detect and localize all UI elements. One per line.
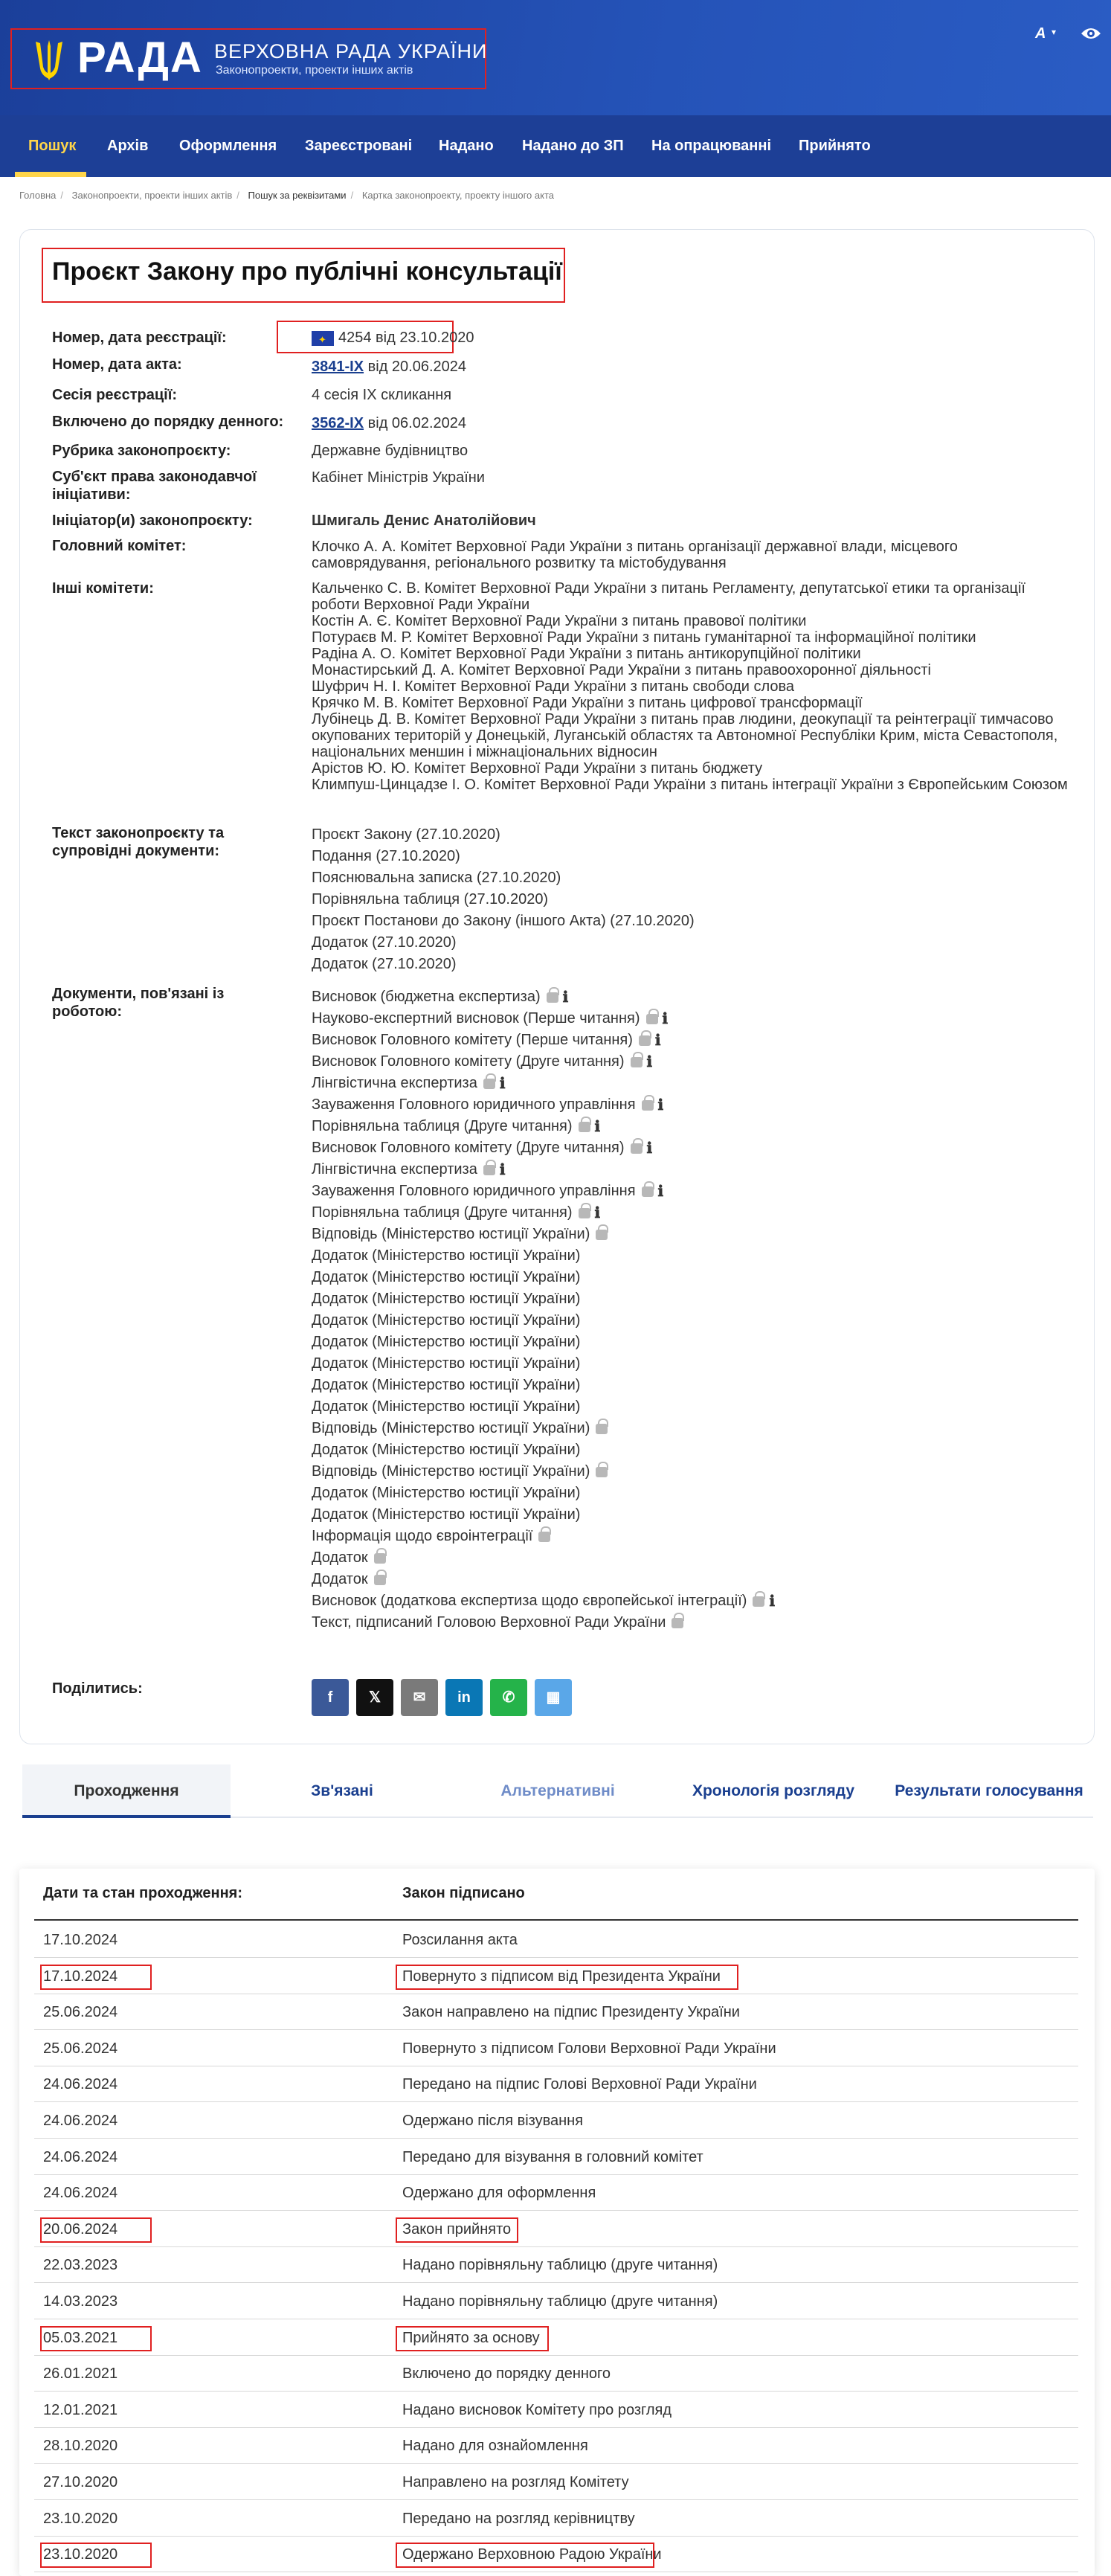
lock-icon [483, 1165, 495, 1175]
table-row [34, 2103, 1078, 2139]
related-doc-item [312, 986, 1078, 1008]
nav-item-search[interactable]: Пошук [28, 138, 77, 154]
lock-icon [374, 1575, 386, 1585]
tab-voting-results[interactable]: Результати голосування [895, 1782, 1083, 1799]
table-row [34, 2392, 1078, 2428]
table-row [34, 2356, 1078, 2392]
tab-related[interactable]: Зв'язані [311, 1782, 373, 1799]
lock-icon [579, 1122, 590, 1132]
text-doc-link[interactable]: Додаток (27.10.2020) [312, 934, 457, 951]
lock-icon [483, 1079, 495, 1089]
row-date: 17.10.2024 [43, 1932, 118, 1948]
related-doc-link[interactable]: Додаток (Міністерство юстиції України) [312, 1506, 581, 1523]
row-date: 05.03.2021 [43, 2329, 118, 2346]
nav-item-archive[interactable]: Архів [107, 138, 149, 154]
texts-list [312, 824, 1078, 975]
row-status: Надано порівняльну таблицю (друге читання) [402, 2293, 718, 2310]
row-status: Закон прийнято [402, 2220, 512, 2238]
breadcrumb: Головна / Законопроекти, проекти інших актів / Пошук за реквізитами / Картка законопроекту, проекту іншого акта [19, 190, 554, 201]
row-status: Включено до порядку денного [402, 2365, 611, 2383]
row-status: Одержано після візування [402, 2113, 584, 2129]
row-status: Повернуто з підписом Голови Верховної Ради України [402, 2040, 776, 2057]
subject-value: Кабінет Міністрів України [312, 469, 485, 486]
text-doc-link[interactable]: Подання (27.10.2020) [312, 848, 460, 864]
lock-icon [579, 1208, 590, 1218]
lock-icon [631, 1143, 643, 1154]
committee-item: Костін А. Є. Комітет Верховної Ради України з питань правової політики [312, 613, 807, 629]
related-doc-link[interactable]: Додаток (Міністерство юстиції України) [312, 1485, 581, 1501]
related-doc-item [312, 1526, 1078, 1547]
related-doc-item [312, 1159, 1078, 1181]
row-date: 20.06.2024 [43, 2220, 118, 2238]
related-doc-item [312, 1461, 1078, 1483]
table-row [34, 2501, 1078, 2537]
related-doc-link[interactable]: Висновок Головного комітету (Друге читання) [312, 1053, 625, 1070]
related-doc-item [312, 1181, 1078, 1202]
related-doc-item [312, 1310, 1078, 1332]
reg-label: Номер, дата реєстрації: [52, 330, 227, 346]
table-row [34, 2320, 1078, 2356]
committee-item: Крячко М. В. Комітет Верховної Ради України з питань цифрової трансформації [312, 695, 863, 711]
lock-icon [642, 1186, 654, 1197]
status-highlight-box [396, 2326, 549, 2351]
info-icon[interactable]: ℹ [769, 1592, 776, 1610]
related-doc-item [312, 1116, 1078, 1137]
related-doc-link[interactable]: Висновок (бюджетна експертиза) [312, 989, 541, 1005]
texts-label: Текст законопроєкту та супровідні документи: [52, 825, 225, 859]
related-doc-link[interactable]: Додаток (Міністерство юстиції України) [312, 1247, 581, 1264]
accessibility-eye-icon[interactable] [1080, 25, 1102, 42]
related-doc-item [312, 1094, 1078, 1116]
agenda-date: від 06.02.2024 [367, 415, 467, 431]
related-doc-item [312, 1137, 1078, 1159]
main-nav [0, 115, 1111, 177]
related-doc-item [312, 1439, 1078, 1461]
related-doc-link[interactable]: Науково-експертний висновок (Перше читання) [312, 1010, 640, 1027]
row-date: 22.03.2023 [43, 2257, 118, 2274]
row-status: Надано висновок Комітету про розгляд [402, 2401, 672, 2418]
related-doc-item [312, 1353, 1078, 1375]
date-highlight-box [40, 2217, 152, 2243]
related-docs-list [312, 986, 1078, 1634]
related-doc-link[interactable]: Додаток (Міністерство юстиції України) [312, 1398, 581, 1415]
rubric-value: Державне будівництво [312, 443, 468, 459]
logo-wordmark[interactable]: РАДА [77, 33, 203, 82]
status-highlight-box [396, 2543, 654, 2568]
breadcrumb-home[interactable]: Головна [19, 190, 57, 201]
text-doc-link[interactable]: Порівняльна таблиця (27.10.2020) [312, 891, 549, 908]
date-highlight-box [40, 2326, 152, 2351]
related-doc-link[interactable]: Зауваження Головного юридичного управління [312, 1183, 636, 1199]
row-date: 24.06.2024 [43, 2148, 118, 2165]
table-row [34, 2247, 1078, 2283]
row-status: Передано для візування в головний комітет [402, 2148, 703, 2165]
related-doc-link[interactable]: Додаток (Міністерство юстиції України) [312, 1291, 581, 1307]
info-icon[interactable]: ℹ [646, 1139, 653, 1157]
facebook-icon[interactable]: f [312, 1679, 349, 1716]
related-doc-link[interactable]: Порівняльна таблиця (Друге читання) [312, 1118, 573, 1134]
row-status: Передано на розгляд керівництву [402, 2510, 635, 2527]
related-doc-item [312, 1051, 1078, 1073]
related-doc-link[interactable]: Додаток [312, 1571, 368, 1587]
nav-item-provided-to-zp[interactable]: Надано до ЗП [522, 138, 624, 154]
related-doc-item [312, 1030, 1078, 1051]
related-doc-item [312, 1504, 1078, 1526]
related-doc-item [312, 1612, 1078, 1634]
row-date: 17.10.2024 [43, 1968, 118, 1985]
tab-passage[interactable]: Проходження [22, 1764, 231, 1818]
table-row [34, 2284, 1078, 2319]
committee-item: Шуфрич Н. І. Комітет Верховної Ради України з питань свободи слова [312, 678, 795, 695]
table-row [34, 2139, 1078, 2175]
text-doc-link[interactable]: Проєкт Закону (27.10.2020) [312, 826, 500, 843]
related-doc-link[interactable]: Додаток [312, 1549, 368, 1566]
row-status: Направлено на розгляд Комітету [402, 2474, 629, 2490]
row-status: Повернуто з підписом від Президента України [402, 1968, 721, 1985]
table-row [34, 2175, 1078, 2211]
lock-icon [596, 1424, 608, 1434]
act-number-link[interactable]: 3841-IX [312, 359, 364, 375]
row-status: Одержано для оформлення [402, 2185, 596, 2202]
lock-icon [547, 992, 558, 1003]
nav-item-adopted[interactable]: Прийнято [799, 138, 871, 154]
other-committees-list [312, 580, 1078, 793]
info-icon[interactable]: ℹ [594, 1204, 601, 1222]
info-icon[interactable]: ℹ [562, 988, 569, 1006]
row-date: 24.06.2024 [43, 2113, 118, 2129]
related-doc-item [312, 1375, 1078, 1396]
tab-chronology[interactable]: Хронологія розгляду [692, 1782, 855, 1799]
related-doc-item [312, 1073, 1078, 1094]
date-highlight-box [40, 1965, 152, 1990]
table-row [34, 2428, 1078, 2464]
related-doc-item [312, 1590, 1078, 1612]
lock-icon [596, 1230, 608, 1240]
row-date: 12.01.2021 [43, 2401, 118, 2418]
agenda-label: Включено до порядку денного: [52, 414, 284, 430]
row-status: Передано на підпис Голові Верховної Ради України [402, 2076, 757, 2093]
status-highlight-box [396, 2217, 518, 2243]
page-title: Проєкт Закону про публічні консультації [52, 257, 562, 286]
lock-icon [646, 1014, 658, 1024]
related-doc-link[interactable]: Висновок Головного комітету (Перше читання) [312, 1032, 633, 1048]
row-date: 27.10.2020 [43, 2474, 118, 2490]
col-header-status: Закон підписано [402, 1885, 525, 1901]
lock-icon [631, 1057, 643, 1067]
related-doc-item [312, 1245, 1078, 1267]
text-doc-link[interactable]: Додаток (27.10.2020) [312, 956, 457, 972]
related-doc-item [312, 1547, 1078, 1569]
lock-icon [538, 1532, 550, 1542]
x-twitter-icon[interactable]: 𝕏 [356, 1679, 393, 1716]
info-icon[interactable]: ℹ [657, 1182, 664, 1201]
agenda-value [312, 415, 1078, 431]
initiator-value: Шмигаль Денис Анатолійович [312, 513, 536, 529]
table-row [34, 2464, 1078, 2500]
reg-number-date: 4254 від 23.10.2020 [338, 330, 474, 346]
breadcrumb-bills[interactable]: Законопроекти, проекти інших актів [71, 190, 233, 201]
related-doc-link[interactable]: Висновок Головного комітету (Друге читання) [312, 1140, 625, 1156]
related-doc-link[interactable]: Інформація щодо євроінтеграції [312, 1528, 533, 1544]
related-doc-item [312, 1008, 1078, 1030]
session-label: Сесія реєстрації: [52, 387, 177, 403]
row-status: Закон направлено на підпис Президенту України [402, 2004, 740, 2021]
table-row [34, 1922, 1078, 1958]
row-date: 23.10.2020 [43, 2546, 118, 2563]
related-doc-item [312, 1267, 1078, 1288]
table-row [34, 2212, 1078, 2247]
site-subtitle: Законопроекти, проекти інших актів [216, 64, 413, 77]
table-header-divider [34, 1919, 1078, 1921]
nav-item-provided[interactable]: Надано [439, 138, 494, 154]
main-committee-value: Клочко А. А. Комітет Верховної Ради України з питань організації державної влади, місцевого самоврядування, регіонального розвитку та містобудування [312, 539, 958, 571]
committee-item: Лубінець Д. В. Комітет Верховної Ради України з питань прав людини, деокупації та реінтеграції тимчасово окупованих територій у Донецькій, Луганській областях та Автономної Республіки Крим, міста Севастополя, національних меншин і міжнаціональних відносин [312, 711, 1058, 760]
related-doc-link[interactable]: Додаток (Міністерство юстиції України) [312, 1355, 581, 1372]
related-doc-item [312, 1202, 1078, 1224]
related-doc-link[interactable]: Додаток (Міністерство юстиції України) [312, 1312, 581, 1329]
lock-icon [753, 1596, 764, 1607]
tab-alternatives[interactable]: Альтернативні [500, 1782, 615, 1799]
table-row [34, 1994, 1078, 2030]
row-date: 14.03.2023 [43, 2293, 118, 2310]
lock-icon [642, 1100, 654, 1111]
trident-emblem-icon [33, 39, 65, 82]
related-doc-item [312, 1396, 1078, 1418]
eu-flag-icon [312, 331, 334, 346]
reg-value [312, 330, 1078, 346]
related-doc-link[interactable]: Додаток (Міністерство юстиції України) [312, 1334, 581, 1350]
breadcrumb-search[interactable]: Пошук за реквізитами [248, 190, 347, 201]
related-doc-link[interactable]: Додаток (Міністерство юстиції України) [312, 1269, 581, 1285]
row-date: 26.01.2021 [43, 2365, 118, 2383]
table-row [34, 2066, 1078, 2102]
info-icon[interactable]: ℹ [654, 1031, 661, 1050]
text-doc-link[interactable]: Пояснювальна записка (27.10.2020) [312, 870, 561, 886]
row-date: 24.06.2024 [43, 2185, 118, 2202]
related-doc-link[interactable]: Текст, підписаний Головою Верховної Ради України [312, 1614, 666, 1631]
act-date: від 20.06.2024 [367, 359, 467, 375]
row-status: Надано для ознайомлення [402, 2438, 588, 2455]
qr-code-icon[interactable]: ▦ [535, 1679, 572, 1716]
related-doc-link[interactable]: Висновок (додаткова експертиза щодо європейської інтеграції) [312, 1593, 747, 1609]
related-docs-label: Документи, пов'язані із роботою: [52, 986, 225, 1020]
nav-item-registered[interactable]: Зареєстровані [305, 138, 413, 154]
committee-item: Кальченко С. В. Комітет Верховної Ради України з питань Регламенту, депутатської етики та організації роботи Верховної Ради України [312, 580, 1025, 613]
nav-active-indicator [15, 172, 86, 177]
lock-icon [639, 1035, 651, 1046]
related-doc-link[interactable]: Додаток (Міністерство юстиції України) [312, 1442, 581, 1458]
info-icon[interactable]: ℹ [662, 1009, 669, 1028]
site-title: ВЕРХОВНА РАДА УКРАЇНИ [214, 40, 488, 62]
col-header-date: Дати та стан проходження: [43, 1885, 242, 1901]
related-doc-item [312, 1483, 1078, 1504]
lock-icon [672, 1618, 683, 1628]
info-icon[interactable]: ℹ [499, 1160, 506, 1179]
row-date: 28.10.2020 [43, 2438, 118, 2455]
whatsapp-icon[interactable]: ✆ [490, 1679, 527, 1716]
status-highlight-box [396, 1965, 738, 1990]
row-date: 25.06.2024 [43, 2040, 118, 2057]
info-icon[interactable]: ℹ [594, 1117, 601, 1136]
related-doc-link[interactable]: Лінгвістична експертиза [312, 1161, 477, 1178]
related-doc-link[interactable]: Відповідь (Міністерство юстиції України) [312, 1226, 590, 1242]
chevron-down-icon[interactable]: ▾ [1052, 27, 1057, 37]
row-status: Надано порівняльну таблицю (друге читання) [402, 2257, 718, 2274]
committee-item: Потураєв М. Р. Комітет Верховної Ради України з питань гуманітарної та інформаційної політики [312, 629, 976, 646]
site-header [0, 0, 1111, 115]
other-committees-label: Інші комітети: [52, 580, 154, 597]
row-status: Розсилання акта [402, 1932, 518, 1948]
committee-item: Арістов Ю. Ю. Комітет Верховної Ради України з питань бюджету [312, 760, 763, 777]
row-date: 25.06.2024 [43, 2004, 118, 2021]
row-status: Одержано Верховною Радою України [402, 2546, 662, 2563]
related-doc-link[interactable]: Відповідь (Міністерство юстиції України) [312, 1463, 590, 1480]
related-doc-item [312, 1569, 1078, 1590]
committee-item: Монастирський Д. А. Комітет Верховної Ради України з питань правоохоронної діяльності [312, 662, 931, 678]
lock-icon [596, 1467, 608, 1477]
session-value: 4 сесія IX скликання [312, 387, 452, 403]
related-doc-item [312, 1288, 1078, 1310]
info-icon[interactable]: ℹ [499, 1074, 506, 1093]
font-size-switcher[interactable]: A [1035, 25, 1046, 42]
rubric-label: Рубрика законопроєкту: [52, 443, 231, 459]
act-value [312, 359, 1078, 375]
nav-item-in-work[interactable]: На опрацюванні [651, 138, 772, 154]
initiator-label: Ініціатор(и) законопроєкту: [52, 513, 253, 529]
related-doc-link[interactable]: Відповідь (Міністерство юстиції України) [312, 1420, 590, 1436]
main-committee-label: Головний комітет: [52, 538, 187, 554]
act-label: Номер, дата акта: [52, 356, 182, 373]
email-icon[interactable]: ✉ [401, 1679, 438, 1716]
info-icon[interactable]: ℹ [657, 1096, 664, 1114]
committee-item: Радіна А. О. Комітет Верховної Ради України з питань антикорупційної політики [312, 646, 861, 662]
linkedin-icon[interactable]: in [445, 1679, 483, 1716]
date-highlight-box [40, 2543, 152, 2568]
info-icon[interactable]: ℹ [646, 1053, 653, 1071]
row-date: 23.10.2020 [43, 2510, 118, 2527]
committee-item: Климпуш-Цинцадзе І. О. Комітет Верховної Ради України з питань інтеграції України з Європейським Союзом [312, 777, 1068, 793]
row-status: Прийнято за основу [402, 2329, 540, 2346]
related-doc-link[interactable]: Лінгвістична експертиза [312, 1075, 477, 1091]
related-doc-item [312, 1418, 1078, 1439]
row-date: 24.06.2024 [43, 2076, 118, 2093]
nav-item-processing[interactable]: Оформлення [179, 138, 277, 154]
agenda-number-link[interactable]: 3562-IX [312, 415, 364, 431]
related-doc-link[interactable]: Порівняльна таблиця (Друге читання) [312, 1204, 573, 1221]
breadcrumb-current: Картка законопроекту, проекту іншого акта [361, 190, 554, 201]
related-doc-item [312, 1224, 1078, 1245]
related-doc-item [312, 1332, 1078, 1353]
related-doc-link[interactable]: Зауваження Головного юридичного управління [312, 1096, 636, 1113]
related-doc-link[interactable]: Додаток (Міністерство юстиції України) [312, 1377, 581, 1393]
lock-icon [374, 1553, 386, 1564]
text-doc-link[interactable]: Проєкт Постанови до Закону (іншого Акта) (27.10.2020) [312, 913, 695, 929]
subject-label: Суб'єкт права законодавчої ініціативи: [52, 469, 257, 503]
table-row [34, 2031, 1078, 2066]
share-label: Поділитись: [52, 1680, 143, 1697]
